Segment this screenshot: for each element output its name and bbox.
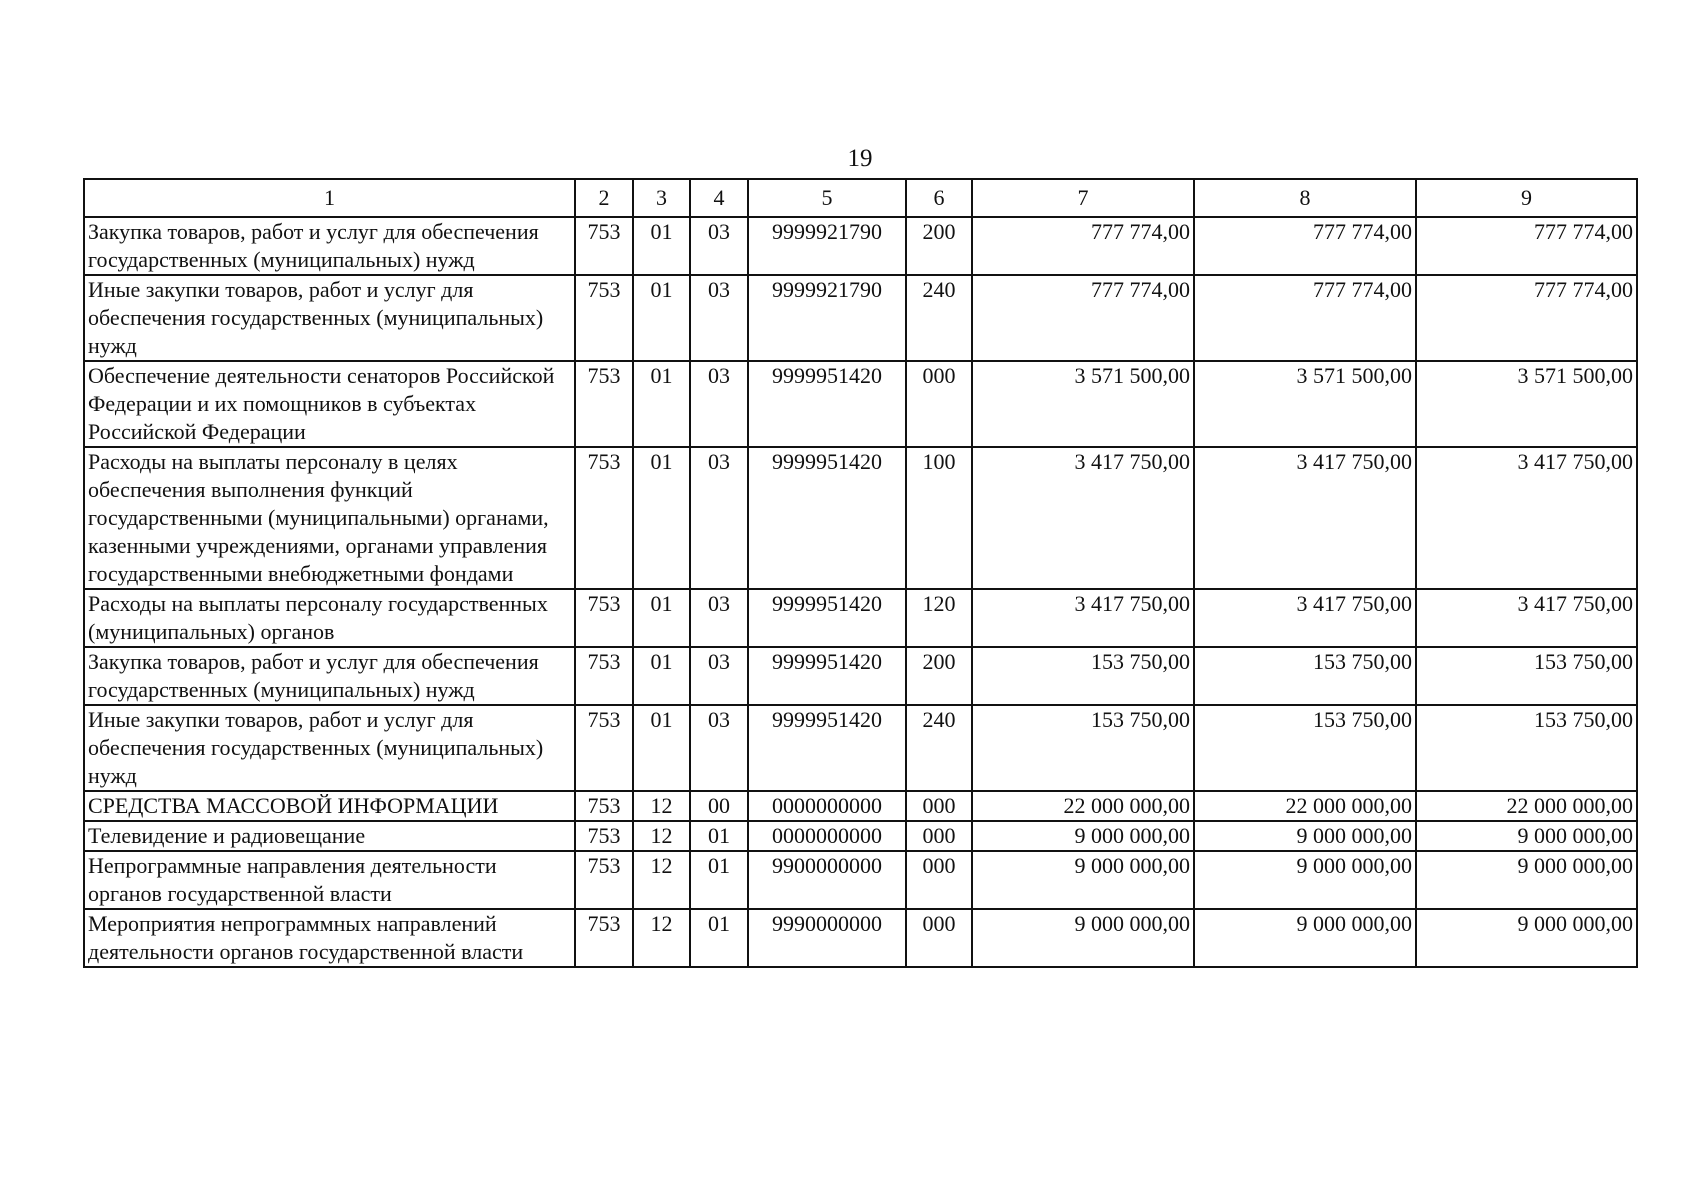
row-code-col6: 000 — [906, 909, 972, 967]
row-amount-col9: 777 774,00 — [1416, 275, 1637, 361]
row-code-col4: 03 — [690, 217, 748, 275]
row-description: Закупка товаров, работ и услуг для обеспечения государственных (муниципальных) нужд — [84, 217, 575, 275]
column-header: 7 — [972, 179, 1194, 217]
row-code-col5: 0000000000 — [748, 791, 906, 821]
row-amount-col9: 777 774,00 — [1416, 217, 1637, 275]
table-row — [84, 447, 1637, 589]
row-description: Закупка товаров, работ и услуг для обеспечения государственных (муниципальных) нужд — [84, 647, 575, 705]
row-amount-col9: 9 000 000,00 — [1416, 909, 1637, 967]
row-amount-col7: 3 571 500,00 — [972, 361, 1194, 447]
row-amount-col8: 777 774,00 — [1194, 275, 1416, 361]
column-header: 6 — [906, 179, 972, 217]
row-code-col2: 753 — [575, 275, 633, 361]
row-amount-col9: 3 417 750,00 — [1416, 447, 1637, 589]
row-code-col3: 01 — [633, 447, 690, 589]
row-description: Расходы на выплаты персоналу в целях обеспечения выполнения функций государственными (муниципальными) органами, казенными учреждениями, органами управления государственными внебюджетными фондами — [84, 447, 575, 589]
row-code-col4: 01 — [690, 821, 748, 851]
row-amount-col8: 22 000 000,00 — [1194, 791, 1416, 821]
row-amount-col7: 22 000 000,00 — [972, 791, 1194, 821]
row-code-col6: 200 — [906, 217, 972, 275]
row-code-col3: 12 — [633, 791, 690, 821]
row-amount-col9: 153 750,00 — [1416, 647, 1637, 705]
row-amount-col7: 9 000 000,00 — [972, 909, 1194, 967]
budget-table — [83, 178, 1638, 968]
row-description: Телевидение и радиовещание — [84, 821, 575, 851]
row-code-col2: 753 — [575, 361, 633, 447]
row-code-col3: 01 — [633, 647, 690, 705]
row-code-col2: 753 — [575, 589, 633, 647]
table-row — [84, 217, 1637, 275]
row-code-col4: 00 — [690, 791, 748, 821]
row-code-col2: 753 — [575, 705, 633, 791]
column-header: 9 — [1416, 179, 1637, 217]
row-amount-col9: 153 750,00 — [1416, 705, 1637, 791]
row-code-col5: 9900000000 — [748, 851, 906, 909]
row-description: СРЕДСТВА МАССОВОЙ ИНФОРМАЦИИ — [84, 791, 575, 821]
row-code-col5: 9999951420 — [748, 447, 906, 589]
column-header: 4 — [690, 179, 748, 217]
row-amount-col8: 3 571 500,00 — [1194, 361, 1416, 447]
table-row — [84, 647, 1637, 705]
row-amount-col8: 9 000 000,00 — [1194, 851, 1416, 909]
column-header: 8 — [1194, 179, 1416, 217]
column-header: 1 — [84, 179, 575, 217]
row-code-col6: 000 — [906, 791, 972, 821]
row-code-col2: 753 — [575, 909, 633, 967]
row-code-col5: 9999921790 — [748, 275, 906, 361]
row-amount-col7: 153 750,00 — [972, 705, 1194, 791]
row-amount-col9: 3 571 500,00 — [1416, 361, 1637, 447]
row-code-col3: 12 — [633, 909, 690, 967]
row-code-col2: 753 — [575, 217, 633, 275]
table-row — [84, 705, 1637, 791]
row-code-col3: 12 — [633, 821, 690, 851]
row-code-col6: 000 — [906, 821, 972, 851]
row-code-col3: 01 — [633, 361, 690, 447]
row-amount-col7: 9 000 000,00 — [972, 851, 1194, 909]
row-amount-col7: 777 774,00 — [972, 275, 1194, 361]
row-amount-col8: 9 000 000,00 — [1194, 909, 1416, 967]
row-code-col3: 01 — [633, 705, 690, 791]
row-amount-col7: 3 417 750,00 — [972, 589, 1194, 647]
row-description: Иные закупки товаров, работ и услуг для обеспечения государственных (муниципальных) нужд — [84, 705, 575, 791]
row-description: Иные закупки товаров, работ и услуг для обеспечения государственных (муниципальных) нужд — [84, 275, 575, 361]
row-code-col4: 03 — [690, 361, 748, 447]
row-code-col3: 12 — [633, 851, 690, 909]
row-code-col6: 240 — [906, 275, 972, 361]
row-code-col5: 9999951420 — [748, 589, 906, 647]
column-header: 3 — [633, 179, 690, 217]
row-amount-col9: 9 000 000,00 — [1416, 851, 1637, 909]
row-code-col2: 753 — [575, 447, 633, 589]
row-code-col5: 9999951420 — [748, 361, 906, 447]
row-amount-col8: 153 750,00 — [1194, 647, 1416, 705]
table-row — [84, 275, 1637, 361]
row-code-col5: 9999951420 — [748, 647, 906, 705]
row-code-col4: 03 — [690, 275, 748, 361]
row-code-col6: 000 — [906, 361, 972, 447]
table-body — [84, 217, 1637, 967]
row-amount-col9: 3 417 750,00 — [1416, 589, 1637, 647]
row-amount-col7: 153 750,00 — [972, 647, 1194, 705]
page-number: 19 — [847, 145, 873, 172]
row-code-col3: 01 — [633, 217, 690, 275]
row-code-col3: 01 — [633, 589, 690, 647]
row-code-col4: 01 — [690, 909, 748, 967]
row-amount-col7: 777 774,00 — [972, 217, 1194, 275]
row-code-col4: 01 — [690, 851, 748, 909]
row-code-col2: 753 — [575, 647, 633, 705]
table-row — [84, 791, 1637, 821]
row-code-col6: 100 — [906, 447, 972, 589]
row-amount-col7: 9 000 000,00 — [972, 821, 1194, 851]
column-header: 5 — [748, 179, 906, 217]
table-row — [84, 589, 1637, 647]
column-header: 2 — [575, 179, 633, 217]
table-row — [84, 821, 1637, 851]
row-description: Расходы на выплаты персоналу государственных (муниципальных) органов — [84, 589, 575, 647]
row-code-col2: 753 — [575, 791, 633, 821]
row-code-col6: 000 — [906, 851, 972, 909]
row-amount-col8: 3 417 750,00 — [1194, 447, 1416, 589]
row-code-col2: 753 — [575, 821, 633, 851]
row-amount-col8: 9 000 000,00 — [1194, 821, 1416, 851]
row-code-col5: 0000000000 — [748, 821, 906, 851]
row-amount-col9: 22 000 000,00 — [1416, 791, 1637, 821]
row-code-col3: 01 — [633, 275, 690, 361]
row-description: Мероприятия непрограммных направлений деятельности органов государственной власти — [84, 909, 575, 967]
row-amount-col8: 153 750,00 — [1194, 705, 1416, 791]
row-code-col5: 9990000000 — [748, 909, 906, 967]
header-row — [84, 179, 1637, 217]
row-amount-col7: 3 417 750,00 — [972, 447, 1194, 589]
row-code-col4: 03 — [690, 589, 748, 647]
row-amount-col8: 3 417 750,00 — [1194, 589, 1416, 647]
row-description: Непрограммные направления деятельности органов государственной власти — [84, 851, 575, 909]
table-row — [84, 909, 1637, 967]
row-amount-col8: 777 774,00 — [1194, 217, 1416, 275]
row-code-col4: 03 — [690, 447, 748, 589]
row-code-col6: 200 — [906, 647, 972, 705]
row-description: Обеспечение деятельности сенаторов Российской Федерации и их помощников в субъектах Российской Федерации — [84, 361, 575, 447]
row-amount-col9: 9 000 000,00 — [1416, 821, 1637, 851]
row-code-col5: 9999921790 — [748, 217, 906, 275]
row-code-col6: 120 — [906, 589, 972, 647]
row-code-col5: 9999951420 — [748, 705, 906, 791]
table-row — [84, 361, 1637, 447]
row-code-col4: 03 — [690, 647, 748, 705]
row-code-col6: 240 — [906, 705, 972, 791]
row-code-col2: 753 — [575, 851, 633, 909]
table-row — [84, 851, 1637, 909]
row-code-col4: 03 — [690, 705, 748, 791]
